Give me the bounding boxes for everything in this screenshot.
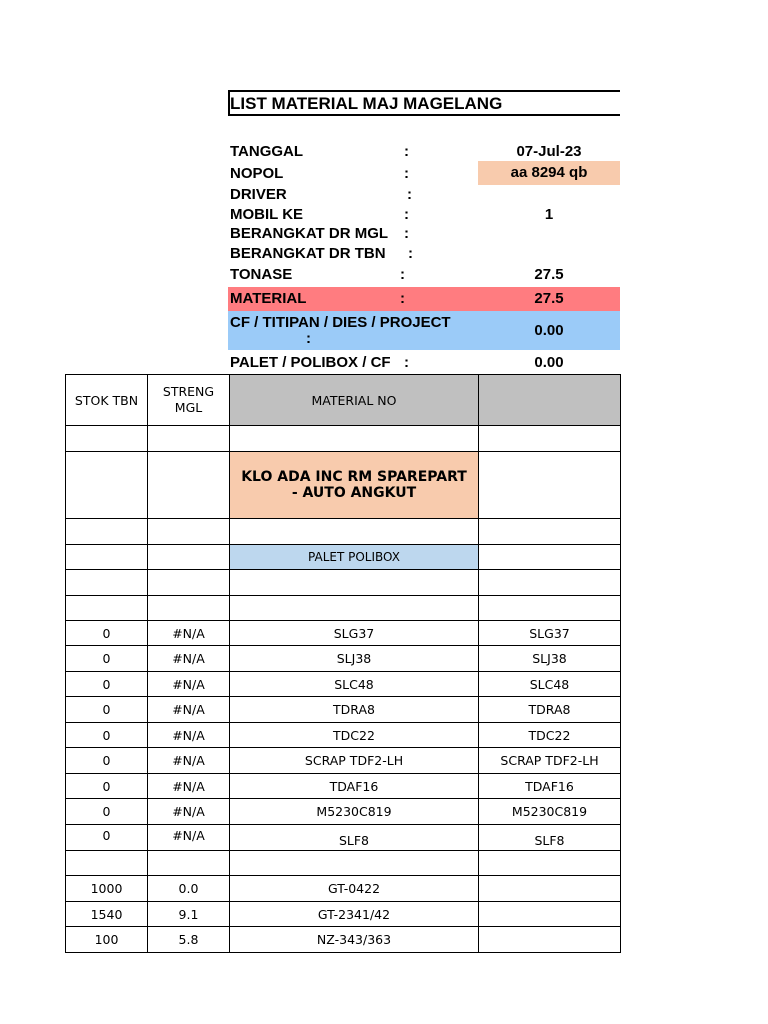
field-label-mobil-ke: MOBIL KE (230, 206, 304, 223)
cell-streng: #N/A (148, 723, 230, 748)
field-colon: : (404, 225, 409, 242)
cell-material-no: GT-0422 (230, 876, 479, 902)
field-value-palet-polibox: 0.00 (534, 354, 564, 371)
field-label-driver: DRIVER (230, 186, 287, 203)
cell-stok: 1540 (66, 902, 148, 927)
table-row (66, 570, 621, 596)
cell-streng: #N/A (148, 697, 230, 723)
material-table (65, 374, 621, 953)
field-colon: : (404, 206, 409, 223)
field-colon: : (407, 186, 412, 203)
table-row (66, 902, 621, 927)
table-row (66, 748, 621, 774)
field-label-berangkat-mgl: BERANGKAT DR MGL (230, 225, 389, 242)
field-colon: : (404, 354, 409, 371)
cell-stok: 0 (66, 672, 148, 697)
table-row (66, 672, 621, 697)
cell-material-code: SLF8 (479, 825, 621, 851)
table-row (66, 596, 621, 621)
cell-material-code (479, 876, 621, 902)
field-value-tonase: 27.5 (534, 266, 564, 283)
cell-streng: #N/A (148, 672, 230, 697)
cell-stok: 0 (66, 825, 148, 851)
cell-streng: #N/A (148, 774, 230, 799)
cell-material-no: SLF8 (230, 825, 479, 851)
cell-material-code: SCRAP TDF2-LH (479, 748, 621, 774)
table-row (66, 799, 621, 825)
table-row (66, 519, 621, 545)
cell-streng: #N/A (148, 825, 230, 851)
table-row (66, 723, 621, 748)
header-stok-tbn: STOK TBN (66, 375, 148, 426)
cell-stok: 100 (66, 927, 148, 953)
cell-material-no: SCRAP TDF2-LH (230, 748, 479, 774)
field-colon: : (306, 330, 311, 347)
cell-stok: 0 (66, 774, 148, 799)
cell-streng: #N/A (148, 748, 230, 774)
palet-polibox-cell: PALET POLIBOX (230, 545, 479, 570)
table-row (66, 851, 621, 876)
table-row (66, 646, 621, 672)
cell-material-no: TDC22 (230, 723, 479, 748)
cell-streng: 9.1 (148, 902, 230, 927)
cell-material-no: SLC48 (230, 672, 479, 697)
field-colon: : (408, 245, 413, 262)
field-label-material: MATERIAL (230, 290, 307, 307)
field-value-nopol: aa 8294 qb (510, 164, 588, 181)
cell-stok: 0 (66, 697, 148, 723)
table-row (66, 426, 621, 452)
cell-material-code: TDRA8 (479, 697, 621, 723)
field-label-berangkat-tbn: BERANGKAT DR TBN (230, 245, 386, 262)
table-row (66, 927, 621, 953)
table-row (66, 697, 621, 723)
field-value-mobil-ke: 1 (544, 206, 554, 223)
cell-material-no: NZ-343/363 (230, 927, 479, 953)
field-label-tanggal: TANGGAL (230, 143, 304, 160)
cell-material-code: SLJ38 (479, 646, 621, 672)
cell-material-no: SLG37 (230, 621, 479, 646)
header-material-no: MATERIAL NO (230, 375, 479, 426)
table-row (66, 774, 621, 799)
field-colon: : (404, 165, 409, 182)
cell-stok: 0 (66, 646, 148, 672)
table-row (66, 452, 621, 519)
note-cell: KLO ADA INC RM SPAREPART - AUTO ANGKUT (230, 452, 479, 519)
cell-stok: 0 (66, 748, 148, 774)
field-label-palet-polibox: PALET / POLIBOX / CF (230, 354, 391, 371)
cell-material-no: SLJ38 (230, 646, 479, 672)
cell-stok: 0 (66, 723, 148, 748)
field-value-tanggal: 07-Jul-23 (516, 143, 582, 160)
field-colon: : (400, 266, 405, 283)
header-streng-mgl: STRENG MGL (148, 375, 230, 426)
cell-stok: 0 (66, 621, 148, 646)
header-blank (479, 375, 621, 426)
field-value-cf-titipan: 0.00 (534, 322, 564, 339)
table-row (66, 825, 621, 851)
cell-stok: 1000 (66, 876, 148, 902)
cell-material-code (479, 927, 621, 953)
table-row (66, 876, 621, 902)
cell-streng: #N/A (148, 621, 230, 646)
field-value-material: 27.5 (534, 290, 564, 307)
cell-streng: #N/A (148, 799, 230, 825)
cell-material-no: GT-2341/42 (230, 902, 479, 927)
cell-material-no: TDRA8 (230, 697, 479, 723)
cell-material-no: TDAF16 (230, 774, 479, 799)
cell-material-code (479, 902, 621, 927)
cell-streng: 5.8 (148, 927, 230, 953)
cell-material-code: SLG37 (479, 621, 621, 646)
field-colon: : (400, 290, 405, 307)
field-label-tonase: TONASE (230, 266, 293, 283)
table-header-row (66, 375, 621, 426)
cell-material-code: TDAF16 (479, 774, 621, 799)
table-row (66, 545, 621, 570)
cell-stok: 0 (66, 799, 148, 825)
cell-material-code: TDC22 (479, 723, 621, 748)
field-colon: : (404, 143, 409, 160)
cell-streng: #N/A (148, 646, 230, 672)
field-label-cf-titipan: CF / TITIPAN / DIES / PROJECT (230, 314, 451, 331)
page-title: LIST MATERIAL MAJ MAGELANG (230, 94, 503, 113)
field-label-nopol: NOPOL (230, 165, 284, 182)
cell-material-no: M5230C819 (230, 799, 479, 825)
cell-streng: 0.0 (148, 876, 230, 902)
cell-material-code: SLC48 (479, 672, 621, 697)
cell-material-code: M5230C819 (479, 799, 621, 825)
table-row (66, 621, 621, 646)
